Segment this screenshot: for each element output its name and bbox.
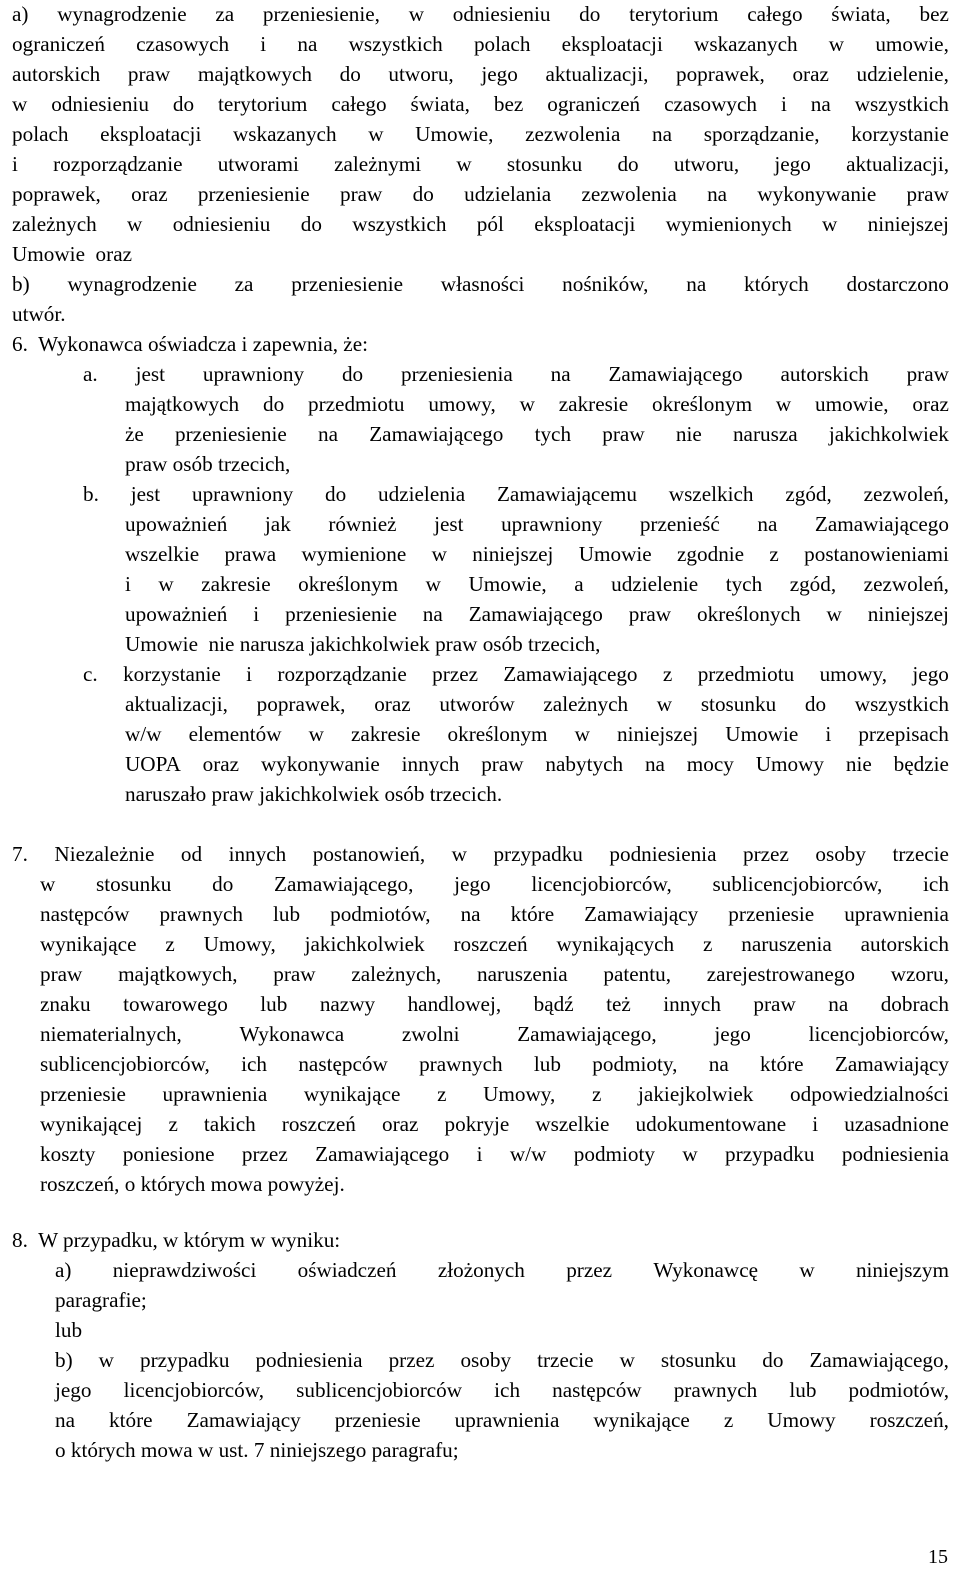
- text-line: 6. Wykonawca oświadcza i zapewnia, że:: [12, 332, 369, 356]
- text-line: następców prawnych lub podmiotów, na które Zamawiający przeniesie uprawnienia: [40, 902, 949, 926]
- text-line: w stosunku do Zamawiającego, jego licencjobiorców, sublicencjobiorców, ich: [40, 872, 949, 896]
- text-line: aktualizacji, poprawek, oraz utworów zależnych w stosunku do wszystkich: [125, 692, 949, 716]
- text-line: że przeniesienie na Zamawiającego tych praw nie narusza jakichkolwiek: [125, 422, 949, 446]
- text-line: naruszało praw jakichkolwiek osób trzecich.: [125, 782, 503, 806]
- text-line: praw majątkowych, praw zależnych, naruszenia patentu, zarejestrowanego wzoru,: [40, 962, 949, 986]
- text-line: zależnych w odniesieniu do wszystkich pól eksploatacji wymienionych w niniejszej: [12, 212, 949, 236]
- text-line: b) w przypadku podniesienia przez osoby trzecie w stosunku do Zamawiającego,: [55, 1348, 949, 1372]
- text-line: 7. Niezależnie od innych postanowień, w przypadku podniesienia przez osoby trzecie: [12, 842, 949, 866]
- text-line: wszelkie prawa wymienione w niniejszej Umowie zgodnie z postanowieniami: [125, 542, 949, 566]
- page-number: 15: [928, 1546, 948, 1568]
- text-line: sublicencjobiorców, ich następców prawnych lub podmioty, na które Zamawiający: [40, 1052, 949, 1076]
- text-line: 8. W przypadku, w którym w wyniku:: [12, 1228, 341, 1252]
- text-line: znaku towarowego lub nazwy handlowej, bądź też innych praw na dobrach: [40, 992, 949, 1016]
- text-line: i rozporządzanie utworami zależnymi w stosunku do utworu, jego aktualizacji,: [12, 152, 949, 176]
- text-line: majątkowych do przedmiotu umowy, w zakresie określonym w umowie, oraz: [125, 392, 949, 416]
- text-line: a) nieprawdziwości oświadczeń złożonych przez Wykonawcę w niniejszym: [55, 1258, 949, 1282]
- text-line: na które Zamawiający przeniesie uprawnienia wynikające z Umowy roszczeń,: [55, 1408, 949, 1432]
- text-line: przeniesie uprawnienia wynikające z Umowy, z jakiejkolwiek odpowiedzialności: [40, 1082, 949, 1106]
- text-line: poprawek, oraz przeniesienie praw do udzielania zezwolenia na wykonywanie praw: [12, 182, 949, 206]
- text-line: a) wynagrodzenie za przeniesienie, w odniesieniu do terytorium całego świata, bez: [12, 2, 949, 26]
- text-line: wynikającej z takich roszczeń oraz pokryje wszelkie udokumentowane i uzasadnione: [40, 1112, 949, 1136]
- text-line: w/w elementów w zakresie określonym w niniejszej Umowie i przepisach: [125, 722, 949, 746]
- text-line: niematerialnych, Wykonawca zwolni Zamawiającego, jego licencjobiorców,: [40, 1022, 949, 1046]
- text-line: upoważnień jak również jest uprawniony przenieść na Zamawiającego: [125, 512, 949, 536]
- text-line: utwór.: [12, 302, 66, 326]
- text-line: a. jest uprawniony do przeniesienia na Zamawiającego autorskich praw: [83, 362, 949, 386]
- text-line: paragrafie;: [55, 1288, 147, 1312]
- text-line: b) wynagrodzenie za przeniesienie własności nośników, na których dostarczono: [12, 272, 949, 296]
- text-line: Umowie nie narusza jakichkolwiek praw osób trzecich,: [125, 632, 601, 656]
- text-line: c. korzystanie i rozporządzanie przez Zamawiającego z przedmiotu umowy, jego: [83, 662, 949, 686]
- text-line: o których mowa w ust. 7 niniejszego paragrafu;: [55, 1438, 459, 1462]
- text-line: Umowie oraz: [12, 242, 133, 266]
- text-line: lub: [55, 1318, 83, 1342]
- text-line: i w zakresie określonym w Umowie, a udzielenie tych zgód, zezwoleń,: [125, 572, 949, 596]
- text-line: upoważnień i przeniesienie na Zamawiającego praw określonych w niniejszej: [125, 602, 949, 626]
- text-line: polach eksploatacji wskazanych w Umowie, zezwolenia na sporządzanie, korzystanie: [12, 122, 949, 146]
- text-line: koszty poniesione przez Zamawiającego i w/w podmioty w przypadku podniesienia: [40, 1142, 949, 1166]
- text-line: roszczeń, o których mowa powyżej.: [40, 1172, 345, 1196]
- text-line: w odniesieniu do terytorium całego świata, bez ograniczeń czasowych i na wszystkich: [12, 92, 949, 116]
- text-line: praw osób trzecich,: [125, 452, 291, 476]
- text-line: autorskich praw majątkowych do utworu, jego aktualizacji, poprawek, oraz udzielenie,: [12, 62, 949, 86]
- text-line: jego licencjobiorców, sublicencjobiorców ich następców prawnych lub podmiotów,: [55, 1378, 949, 1402]
- text-line: wynikające z Umowy, jakichkolwiek roszczeń wynikających z naruszenia autorskich: [40, 932, 949, 956]
- text-line: UOPA oraz wykonywanie innych praw nabytych na mocy Umowy nie będzie: [125, 752, 949, 776]
- text-line: ograniczeń czasowych i na wszystkich polach eksploatacji wskazanych w umowie,: [12, 32, 949, 56]
- text-line: b. jest uprawniony do udzielenia Zamawiającemu wszelkich zgód, zezwoleń,: [83, 482, 949, 506]
